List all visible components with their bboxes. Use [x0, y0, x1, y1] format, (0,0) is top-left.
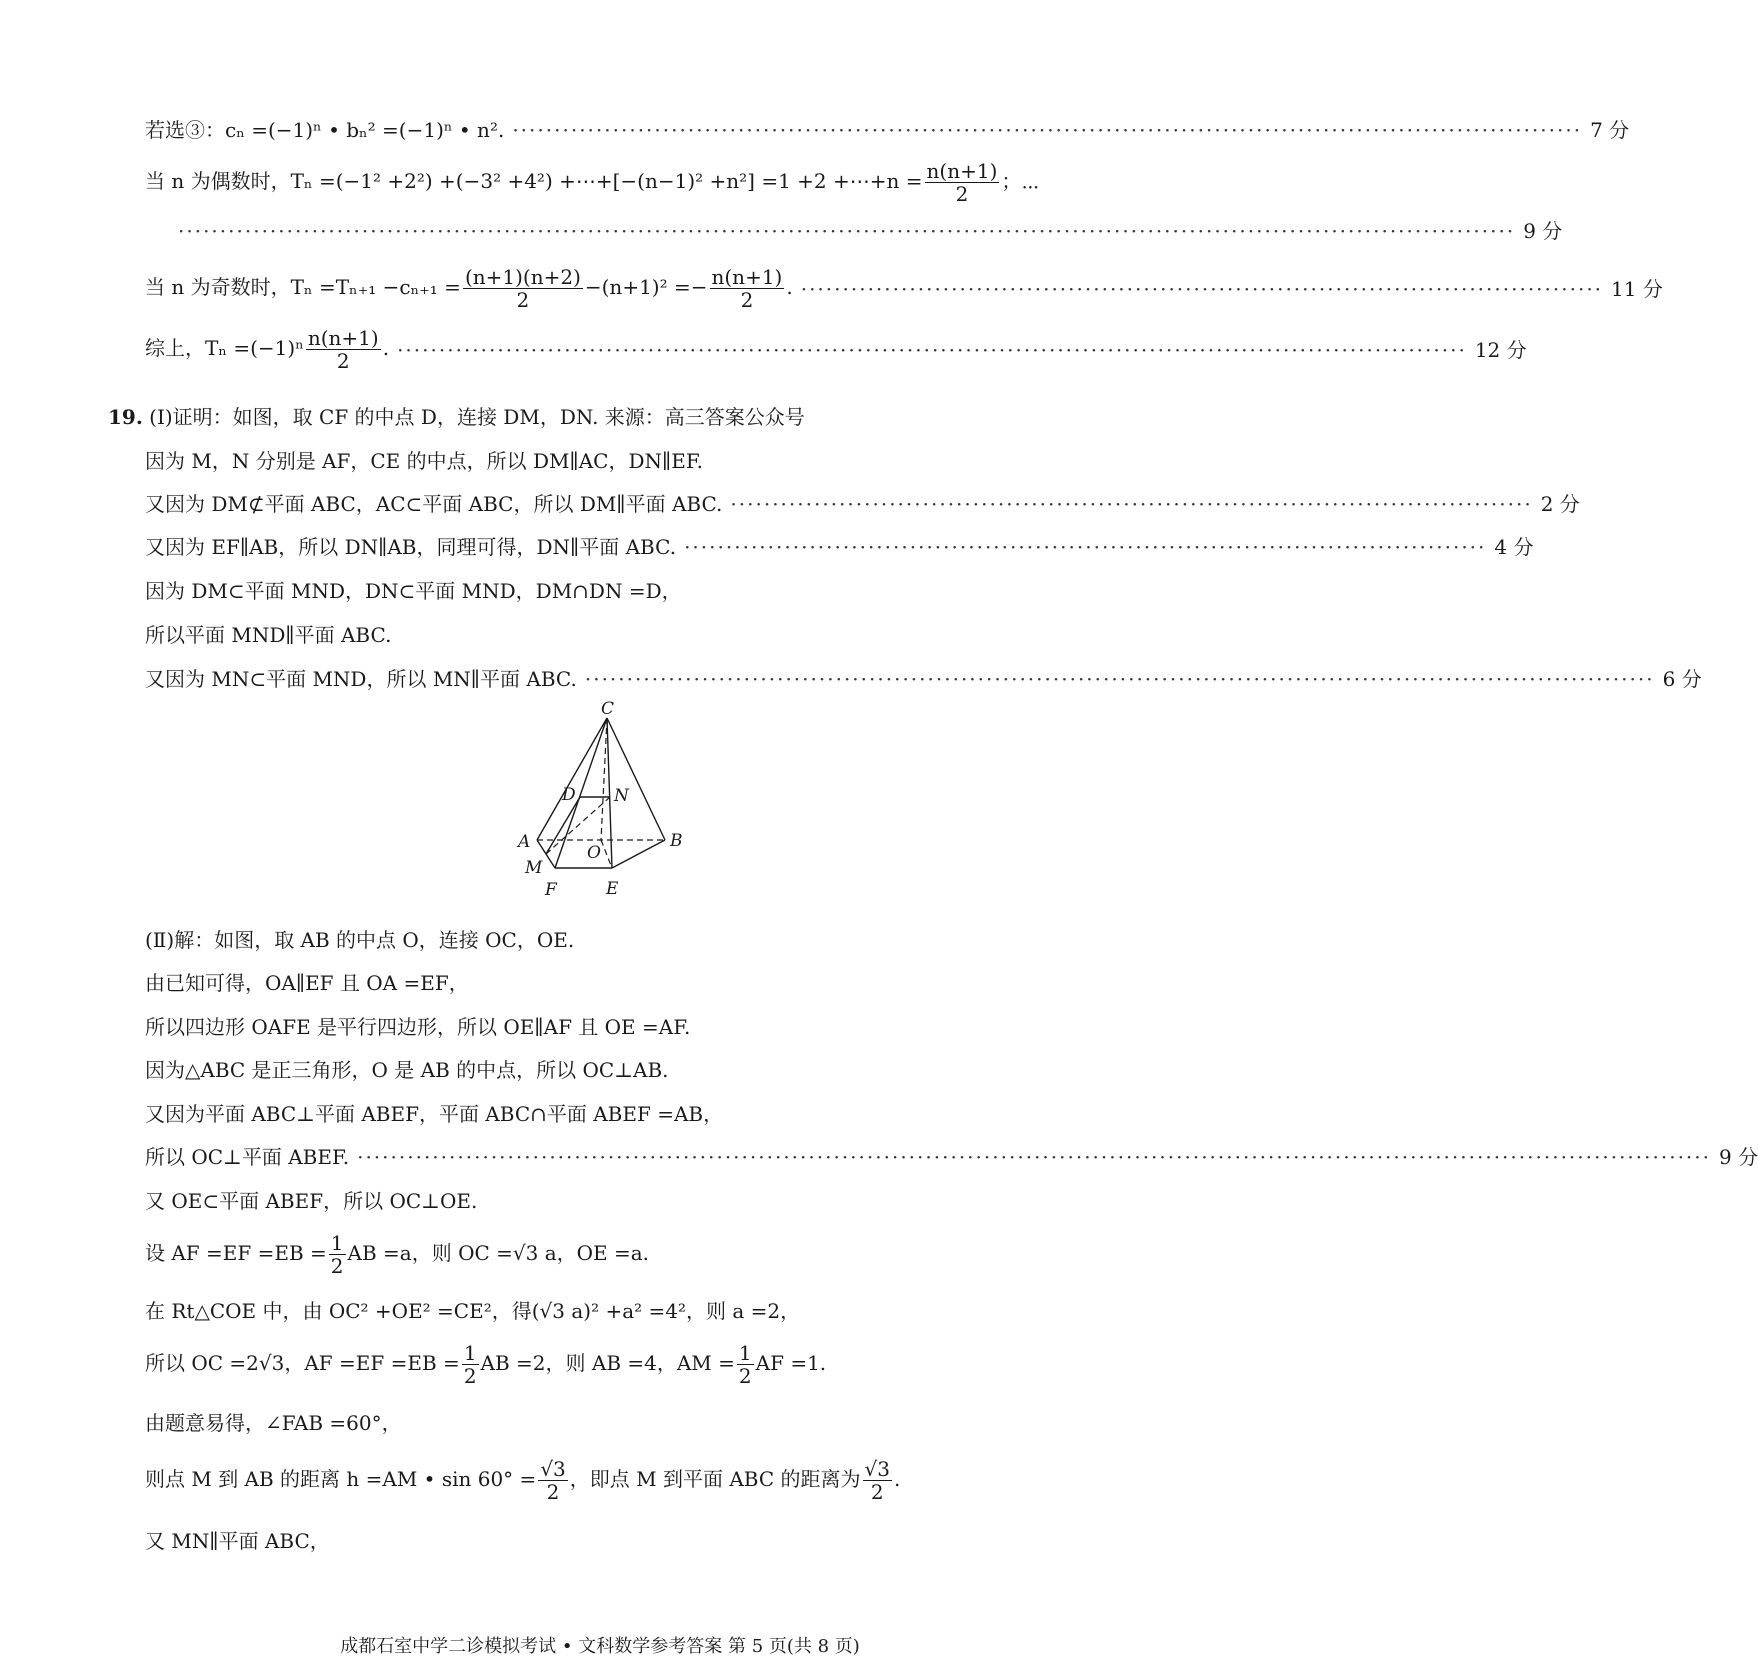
label-a: A	[518, 832, 531, 852]
answer-line	[145, 1298, 800, 1324]
answer-text: 因为△ABC 是正三角形，O 是 AB 的中点，所以 OC⊥AB.	[145, 1058, 669, 1082]
fraction-numerator: √3	[864, 1457, 890, 1481]
answer-line	[145, 448, 703, 474]
answer-text: 又因为 MN⊂平面 MND，所以 MN∥平面 ABC.	[145, 667, 577, 691]
answer-line	[145, 622, 391, 648]
answer-text: 因为 DM⊂平面 MND，DN⊂平面 MND，DM∩DN =D，	[145, 579, 682, 603]
fraction	[463, 266, 583, 311]
label-b: B	[670, 831, 683, 851]
fraction-numerator: n(n+1)	[307, 326, 379, 350]
answer-text-post: .	[786, 275, 793, 299]
answer-text: 又因为 EF∥AB，所以 DN∥AB，同理可得，DN∥平面 ABC.	[145, 535, 677, 559]
score-label: 9 分	[1523, 219, 1563, 243]
label-n: N	[614, 786, 629, 806]
label-o: O	[587, 843, 601, 863]
fraction	[462, 1342, 479, 1387]
fraction-denominator: 2	[870, 1480, 884, 1504]
leader-dots: ································································································	[684, 535, 1487, 559]
answer-line	[145, 1144, 1758, 1170]
answer-text-mid: −(n+1)² =−	[584, 275, 708, 299]
answer-line-dots	[178, 218, 1563, 244]
fraction-denominator: 2	[955, 182, 969, 206]
answer-text: 由题意易得，∠FAB =60°，	[145, 1411, 402, 1435]
edge-ce	[607, 718, 612, 868]
fraction-numerator: 1	[463, 1341, 477, 1365]
answer-line	[145, 1410, 402, 1436]
answer-text: 又 OE⊂平面 ABEF，所以 OC⊥OE.	[145, 1189, 478, 1213]
answer-text	[145, 327, 389, 372]
page-footer: 成都石室中学二诊模拟考试 • 文科数学参考答案 第 5 页(共 8 页)	[340, 1636, 860, 1657]
answer-line	[145, 534, 1534, 560]
answer-text: 又因为平面 ABC⊥平面 ABEF，平面 ABC∩平面 ABEF =AB，	[145, 1102, 724, 1126]
geometry-figure	[500, 700, 700, 905]
label-f: F	[545, 880, 557, 900]
answer-text-post: AF =1.	[755, 1351, 827, 1375]
score-label: 6 分	[1662, 667, 1702, 691]
leader-dots: ································································································	[730, 492, 1533, 516]
answer-text-post: .	[382, 336, 390, 360]
answer-text: 因为 M，N 分别是 AF，CE 的中点，所以 DM∥AC，DN∥EF.	[145, 449, 703, 473]
answer-text-pre: 则点 M 到 AB 的距离 h =AM • sin 60° =	[145, 1467, 537, 1491]
fraction	[863, 1458, 892, 1503]
answer-text-post: .	[893, 1467, 901, 1491]
fraction-numerator: n(n+1)	[926, 159, 998, 183]
fraction	[925, 160, 1000, 205]
answer-line	[145, 1188, 477, 1214]
fraction-denominator: 2	[738, 1364, 752, 1388]
fraction-denominator: 2	[463, 1364, 477, 1388]
answer-text-pre: 所以 OC =2√3，AF =EF =EB =	[145, 1351, 460, 1375]
answer-text: 由已知可得，OA∥EF 且 OA =EF，	[145, 971, 469, 995]
answer-text-post: AB =a，则 OC =√3 a，OE =a.	[347, 1241, 650, 1265]
fraction	[329, 1232, 346, 1277]
leader-dots: ································································································································	[584, 667, 1655, 691]
label-c: C	[601, 699, 615, 719]
answer-line-even	[145, 160, 1039, 205]
answer-line-choice3	[145, 117, 1630, 143]
fraction	[737, 1342, 754, 1387]
answer-line	[145, 1528, 330, 1554]
fraction-denominator: 2	[740, 288, 754, 312]
answer-line	[145, 1057, 669, 1083]
edge-co-hidden	[601, 718, 607, 840]
answer-line	[145, 927, 574, 953]
fraction	[538, 1458, 567, 1503]
answer-line-odd	[145, 265, 1663, 312]
fraction	[710, 266, 785, 311]
fraction	[306, 327, 381, 372]
answer-text: 若选③：cₙ =(−1)ⁿ • bₙ² =(−1)ⁿ • n².	[145, 118, 505, 142]
answer-text	[145, 266, 793, 311]
answer-text-pre: 设 AF =EF =EB =	[145, 1241, 327, 1265]
score-label: 9 分	[1719, 1145, 1758, 1169]
answer-text-mid: AB =2，则 AB =4，AM =	[480, 1351, 735, 1375]
fraction-denominator: 2	[336, 349, 350, 373]
score-label: 2 分	[1540, 492, 1580, 516]
answer-text: 又因为 DM⊄平面 ABC，AC⊂平面 ABC，所以 DM∥平面 ABC.	[145, 492, 723, 516]
fraction-numerator: √3	[540, 1457, 566, 1481]
fraction-denominator: 2	[330, 1254, 344, 1278]
answer-text-pre: 综上，Tₙ =(−1)ⁿ	[145, 336, 304, 360]
leader-dots: ································································································································································	[178, 219, 1516, 243]
answer-line	[145, 578, 682, 604]
leader-dots: ··································································································································································	[357, 1145, 1711, 1169]
edge-oe-hidden	[601, 840, 612, 868]
answer-text: 在 Rt△COE 中，由 OC² +OE² =CE²，得(√3 a)² +a² =4²，则 a =2，	[145, 1299, 801, 1323]
fraction-denominator: 2	[546, 1480, 560, 1504]
edge-ca	[537, 718, 607, 840]
leader-dots: ································································································································	[512, 118, 1583, 142]
answer-line	[145, 1101, 723, 1127]
leader-dots: ································································································	[800, 276, 1604, 301]
answer-line	[145, 491, 1580, 517]
label-d: D	[562, 785, 576, 805]
answer-text: 当 n 为偶数时，Tₙ =(−1² +2²) +(−3² +4²) +⋯+[−(n−1)² +n²] =1 +2 +⋯+n =	[145, 169, 923, 193]
fraction-numerator: 1	[330, 1231, 344, 1255]
question-number: 19.	[108, 405, 143, 429]
answer-line	[145, 666, 1702, 692]
score-label: 7 分	[1590, 118, 1630, 142]
answer-line-h	[145, 1458, 900, 1503]
label-e: E	[606, 879, 619, 899]
question-19-header	[108, 404, 805, 430]
answer-text: 所以四边形 OAFE 是平行四边形，所以 OE∥AF 且 OE =AF.	[145, 1015, 691, 1039]
answer-text: 所以平面 MND∥平面 ABC.	[145, 623, 392, 647]
score-label: 12 分	[1474, 337, 1527, 362]
score-label: 4 分	[1494, 535, 1534, 559]
answer-line-set	[145, 1232, 649, 1277]
fraction-numerator: n(n+1)	[711, 265, 783, 289]
answer-line	[145, 1014, 690, 1040]
label-m: M	[525, 858, 543, 878]
answer-text: (Ⅱ)解：如图，取 AB 的中点 O，连接 OC，OE.	[145, 928, 575, 952]
answer-text: 又 MN∥平面 ABC，	[145, 1529, 330, 1553]
fraction-numerator: 1	[738, 1341, 752, 1365]
answer-line-summary	[145, 326, 1527, 373]
answer-line-so	[145, 1342, 826, 1387]
answer-line	[145, 970, 469, 996]
fraction-denominator: 2	[516, 288, 530, 312]
leader-dots: ································································································································	[397, 337, 1467, 362]
score-label: 11 分	[1611, 276, 1663, 301]
answer-text: (Ⅰ)证明：如图，取 CF 的中点 D，连接 DM，DN. 来源：高三答案公众号	[149, 405, 805, 429]
answer-text-pre: 当 n 为奇数时，Tₙ =Tₙ₊₁ −cₙ₊₁ =	[145, 275, 461, 299]
answer-text: 所以 OC⊥平面 ABEF.	[145, 1145, 350, 1169]
fraction-numerator: (n+1)(n+2)	[464, 265, 581, 289]
answer-text: ；⋯	[1001, 169, 1040, 193]
edge-eb	[612, 840, 665, 868]
edge-cb	[607, 718, 665, 840]
answer-text-mid: ，即点 M 到平面 ABC 的距离为	[569, 1467, 861, 1491]
